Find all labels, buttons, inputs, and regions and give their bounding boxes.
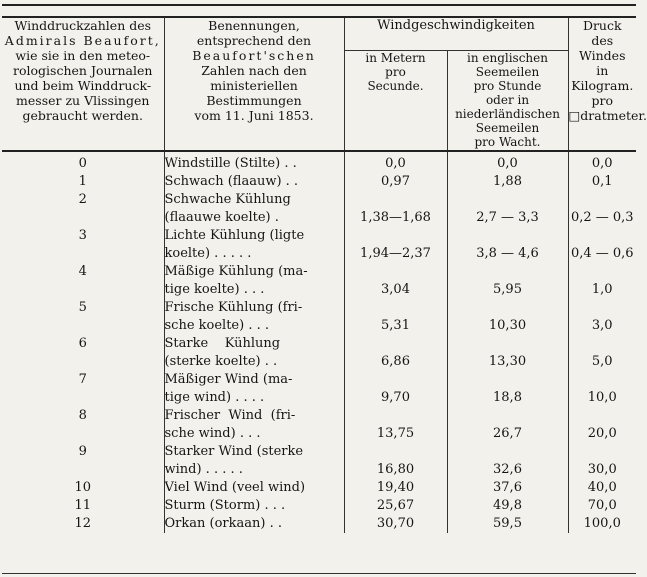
seamiles-cell <box>447 151 568 173</box>
value-text: 0,0 <box>385 156 406 171</box>
pressure-cell <box>568 335 636 371</box>
value-spacer <box>345 263 447 281</box>
description-cell <box>164 515 344 533</box>
table-row <box>2 371 636 407</box>
description-line: Lichte Kühlung (ligte <box>164 228 305 243</box>
table-row <box>2 151 636 173</box>
header-line: in englischen <box>466 51 548 66</box>
description-cell <box>164 497 344 515</box>
description-line: tige koelte) . . . <box>164 282 265 297</box>
description-line: tige wind) . . . . <box>164 390 265 405</box>
grade-cell: 4 <box>2 263 164 299</box>
value-spacer <box>448 227 568 245</box>
description-line: Windstille (Stilte) . . <box>164 156 297 171</box>
description-cell <box>164 191 344 227</box>
value-spacer <box>345 299 447 317</box>
pressure-cell <box>568 479 636 497</box>
header-pressure <box>568 17 647 151</box>
value-spacer <box>569 263 637 281</box>
value-text: 0,2 — 0,3 <box>570 210 634 225</box>
value-text: 40,0 <box>587 480 617 495</box>
description-line: Frischer Wind (fri- <box>164 408 296 423</box>
description-line: Mäßige Kühlung (ma- <box>164 264 308 279</box>
description-line: sche wind) . . . <box>164 426 261 441</box>
header-line: Kilogram. <box>571 78 634 93</box>
table-row <box>2 263 636 299</box>
header-line: wie sie in den meteo- <box>15 48 151 63</box>
description-line: sche koelte) . . . <box>164 318 269 333</box>
meters-per-second-cell <box>344 515 447 533</box>
meters-per-second-cell <box>344 443 447 479</box>
grade-cell: 12 <box>2 515 164 533</box>
table-row <box>2 407 636 443</box>
top-rule <box>2 4 636 6</box>
value-text: 49,8 <box>493 498 522 513</box>
value-text: 19,40 <box>376 480 415 495</box>
value-text: 16,80 <box>376 462 415 477</box>
table-row <box>2 479 636 497</box>
seamiles-cell <box>447 497 568 515</box>
table-row <box>2 443 636 479</box>
header-line: Bestimmungen <box>206 93 302 108</box>
pressure-cell <box>568 515 636 533</box>
value-spacer <box>345 371 447 389</box>
value-text: 25,67 <box>376 498 415 513</box>
value-spacer <box>569 407 637 425</box>
value-text: 1,88 <box>493 174 522 189</box>
value-text: 26,7 <box>493 426 522 441</box>
grade-cell: 11 <box>2 497 164 515</box>
grade-cell: 3 <box>2 227 164 263</box>
pressure-cell <box>568 407 636 443</box>
meters-per-second-cell <box>344 371 447 407</box>
value-spacer <box>569 443 637 461</box>
seamiles-cell <box>447 479 568 497</box>
header-line: rologischen Journalen <box>13 63 153 78</box>
grade-cell: 9 <box>2 443 164 479</box>
header-line: pro Stunde <box>473 79 542 94</box>
pressure-cell <box>568 227 636 263</box>
value-spacer <box>448 443 568 461</box>
grade-cell: 8 <box>2 407 164 443</box>
value-spacer <box>569 227 637 245</box>
description-cell <box>164 407 344 443</box>
meters-per-second-cell <box>344 263 447 299</box>
header-line: Admirals Beaufort, <box>4 33 161 48</box>
seamiles-cell <box>447 407 568 443</box>
value-text: 30,0 <box>587 462 617 477</box>
header-line: entsprechend den <box>196 33 312 48</box>
seamiles-cell <box>447 335 568 371</box>
seamiles-cell <box>447 263 568 299</box>
header-line: niederländischen <box>455 107 560 122</box>
value-text: 5,95 <box>493 282 522 297</box>
value-text: 32,6 <box>493 462 522 477</box>
description-cell <box>164 479 344 497</box>
header-line: in <box>596 63 609 78</box>
header-grade-lines <box>2 18 164 123</box>
pressure-cell <box>568 443 636 479</box>
value-text: 9,70 <box>381 390 410 405</box>
meters-per-second-cell <box>344 479 447 497</box>
header-line: Druck <box>582 18 622 33</box>
value-spacer <box>569 335 637 353</box>
seamiles-cell <box>447 443 568 479</box>
header-line: Winddruckzahlen des <box>14 18 152 33</box>
description-line: Schwache Kühlung <box>164 192 291 207</box>
grade-cell: 10 <box>2 479 164 497</box>
meters-per-second-cell <box>344 335 447 371</box>
value-text: 30,70 <box>376 516 415 531</box>
description-line: Viel Wind (veel wind) <box>164 480 306 495</box>
seamiles-cell <box>447 371 568 407</box>
value-text: 37,6 <box>493 480 522 495</box>
description-line: Orkan (orkaan) . . <box>164 516 282 531</box>
description-line: Starker Wind (sterke <box>164 444 304 459</box>
header-line: oder in <box>485 93 530 108</box>
meters-per-second-cell <box>344 151 447 173</box>
pressure-cell <box>568 173 636 191</box>
meters-per-second-cell <box>344 191 447 227</box>
value-text: 59,5 <box>493 516 522 531</box>
value-text: 3,04 <box>381 282 410 297</box>
beaufort-table <box>2 16 647 533</box>
grade-cell: 1 <box>2 173 164 191</box>
description-cell <box>164 443 344 479</box>
header-line: pro <box>591 93 613 108</box>
table-row <box>2 173 636 191</box>
header-line: □dratmeter. <box>568 108 647 123</box>
seamiles-cell <box>447 227 568 263</box>
header-pressure-lines <box>568 18 647 123</box>
grade-cell: 5 <box>2 299 164 335</box>
value-spacer <box>448 191 568 209</box>
pressure-cell <box>568 497 636 515</box>
value-spacer <box>345 335 447 353</box>
description-line: Sturm (Storm) . . . <box>164 498 286 513</box>
meters-per-second-cell <box>344 173 447 191</box>
description-line: Frische Kühlung (fri- <box>164 300 303 315</box>
header-wind-speeds <box>344 17 568 51</box>
pressure-cell <box>568 299 636 335</box>
value-spacer <box>448 263 568 281</box>
value-text: 70,0 <box>587 498 617 513</box>
header-line: Beaufort'schen <box>192 48 316 63</box>
value-text: 10,0 <box>587 390 617 405</box>
grade-cell: 0 <box>2 151 164 173</box>
value-text: 0,4 — 0,6 <box>570 246 634 261</box>
pressure-cell <box>568 263 636 299</box>
grade-cell: 7 <box>2 371 164 407</box>
value-spacer <box>345 407 447 425</box>
description-cell <box>164 371 344 407</box>
value-text: 5,0 <box>591 354 613 369</box>
header-line: und beim Winddruck- <box>14 78 152 93</box>
value-text: 0,0 <box>591 156 613 171</box>
value-text: 5,31 <box>381 318 410 333</box>
seamiles-cell <box>447 191 568 227</box>
description-cell <box>164 151 344 173</box>
header-seamiles-lines <box>448 51 568 149</box>
header-line: Zahlen nach den <box>201 63 307 78</box>
table-row <box>2 299 636 335</box>
seamiles-cell <box>447 299 568 335</box>
header-line: messer zu Vlissingen <box>16 93 150 108</box>
description-line: Mäßiger Wind (ma- <box>164 372 293 387</box>
value-text: 0,1 <box>591 174 613 189</box>
header-line: Benennungen, <box>208 18 300 33</box>
meters-per-second-cell <box>344 497 447 515</box>
table-body <box>2 151 636 533</box>
header-line: Seemeilen <box>475 121 540 136</box>
value-text: 18,8 <box>493 390 522 405</box>
description-line: Starke Kühlung <box>164 336 281 351</box>
value-text: 1,38—1,68 <box>360 210 431 225</box>
table-row <box>2 335 636 371</box>
seamiles-cell <box>447 173 568 191</box>
table-header <box>2 17 647 151</box>
header-line: Seemeilen <box>475 65 540 80</box>
header-line: des Windes <box>579 33 626 63</box>
header-line: Secunde. <box>367 79 424 94</box>
description-cell <box>164 263 344 299</box>
value-spacer <box>569 191 637 209</box>
header-line: pro <box>385 65 406 80</box>
value-text: 0,97 <box>381 174 410 189</box>
description-cell <box>164 227 344 263</box>
header-wind-speeds-label: Windgeschwindigkeiten <box>377 18 535 33</box>
value-text: 2,7 — 3,3 <box>476 210 539 225</box>
value-spacer <box>345 443 447 461</box>
header-meters <box>344 51 447 151</box>
table-row <box>2 497 636 515</box>
header-meters-lines <box>345 51 447 93</box>
header-line: vom 11. Juni 1853. <box>194 108 314 123</box>
value-text: 10,30 <box>488 318 527 333</box>
header-seamiles <box>447 51 568 151</box>
description-line: koelte) . . . . . <box>164 246 252 261</box>
bottom-rule <box>2 573 636 574</box>
table-row <box>2 515 636 533</box>
value-text: 6,86 <box>381 354 410 369</box>
header-line: pro Wacht. <box>474 135 541 150</box>
meters-per-second-cell <box>344 299 447 335</box>
header-line: in Metern <box>365 51 426 66</box>
grade-cell: 6 <box>2 335 164 371</box>
value-text: 1,0 <box>591 282 613 297</box>
table-row <box>2 191 636 227</box>
value-spacer <box>448 335 568 353</box>
grade-cell: 2 <box>2 191 164 227</box>
description-line: (flaauwe koelte) . <box>164 210 279 225</box>
value-text: 0,0 <box>497 156 518 171</box>
value-text: 20,0 <box>587 426 617 441</box>
value-text: 13,30 <box>488 354 527 369</box>
description-cell <box>164 335 344 371</box>
value-spacer <box>448 407 568 425</box>
seamiles-cell <box>447 515 568 533</box>
value-spacer <box>569 299 637 317</box>
description-cell <box>164 299 344 335</box>
value-text: 3,8 — 4,6 <box>476 246 539 261</box>
table-row <box>2 227 636 263</box>
pressure-cell <box>568 191 636 227</box>
description-line: (sterke koelte) . . <box>164 354 278 369</box>
description-line: wind) . . . . . <box>164 462 243 477</box>
header-names <box>164 17 344 151</box>
value-spacer <box>448 371 568 389</box>
meters-per-second-cell <box>344 407 447 443</box>
header-grade <box>2 17 164 151</box>
value-text: 3,0 <box>591 318 613 333</box>
value-spacer <box>345 227 447 245</box>
header-names-lines <box>165 18 344 123</box>
header-line: gebraucht werden. <box>22 108 143 123</box>
meters-per-second-cell <box>344 227 447 263</box>
value-text: 100,0 <box>583 516 621 531</box>
value-spacer <box>569 371 637 389</box>
value-spacer <box>448 299 568 317</box>
value-spacer <box>345 191 447 209</box>
value-text: 13,75 <box>376 426 415 441</box>
description-line: Schwach (flaauw) . . <box>164 174 299 189</box>
header-line: ministeriellen <box>210 78 298 93</box>
value-text: 1,94—2,37 <box>360 246 431 261</box>
description-cell <box>164 173 344 191</box>
pressure-cell <box>568 151 636 173</box>
pressure-cell <box>568 371 636 407</box>
